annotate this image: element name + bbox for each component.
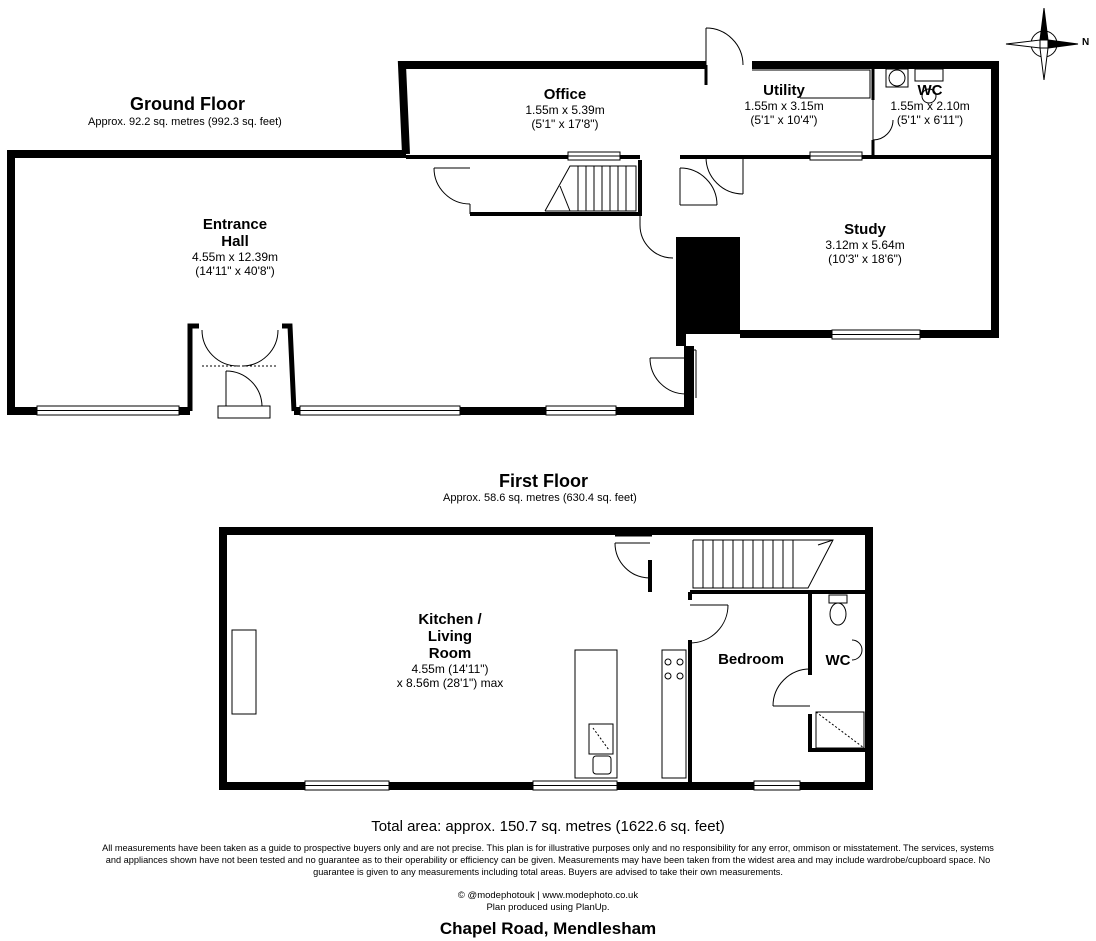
ground-floor-windows [37, 152, 920, 418]
room-dim-metres: 1.55m x 2.10m [890, 99, 970, 113]
ground-floor-area: Approx. 92.2 sq. metres (992.3 sq. feet) [88, 116, 282, 128]
room-entrance-hall [170, 216, 300, 278]
room-study [800, 221, 930, 266]
kitchen-fittings [575, 650, 686, 778]
room-dim-feet: (10'3" x 18'6") [828, 252, 902, 266]
property-address: Chapel Road, Mendlesham [439, 919, 657, 938]
room-name-line2: Hall [221, 233, 249, 250]
compass-icon [1006, 8, 1078, 80]
ground-floor-title: Ground Floor [130, 94, 245, 114]
room-name: Study [844, 221, 886, 238]
first-floor-area: Approx. 58.6 sq. metres (630.4 sq. feet) [443, 492, 637, 504]
room-bedroom: Bedroom [718, 651, 784, 668]
room-dim-metres: 3.12m x 5.64m [825, 238, 905, 252]
room-wc-first: WC [825, 652, 851, 669]
room-dim-feet: (14'11" x 40'8") [195, 264, 275, 278]
credit-line-1: © @modephotouk | www.modephoto.co.uk [457, 890, 639, 901]
room-dim-metres: 4.55m x 12.39m [191, 250, 279, 264]
room-office [500, 86, 630, 131]
room-name-line1: Entrance [202, 216, 268, 233]
compass-north-label: N [1082, 37, 1090, 48]
room-dim-line1: 4.55m (14'11") [411, 662, 489, 676]
room-kitchen-living [375, 611, 525, 690]
room-name-line3: Room [428, 645, 472, 662]
total-area: Total area: approx. 150.7 sq. metres (1622.6 sq. feet) [371, 818, 725, 835]
room-name: Utility [763, 82, 805, 99]
room-dim-feet: (5'1" x 17'8") [531, 117, 599, 131]
ground-floor-stairs [545, 166, 636, 211]
room-dim-feet: (5'1" x 6'11") [896, 113, 964, 127]
room-name: WC [917, 82, 943, 99]
room-dim-metres: 1.55m x 5.39m [525, 103, 605, 117]
first-floor-stairs [693, 540, 833, 588]
room-dim-line2: x 8.56m (28'1") max [396, 676, 504, 690]
disclaimer: All measurements have been taken as a guide to prospective buyers only and are not precise. This plan is for illustrative purposes only and no responsibility for any error, ommison or misstatement. The services, systems and appliances shown have not been tested and no guarantee as to their operability or efficiency can be given. Measurements may have been taken from the widest area and may include wardrobe/cupboard space. No guarantee is given to any measurements including total areas. Buyers are advised to take their own measurements. [102, 843, 994, 877]
room-dim-feet: (5'1" x 10'4") [750, 113, 818, 127]
room-utility [734, 82, 834, 127]
chimney-block-upper [676, 240, 686, 346]
first-floor-inner-walls [650, 560, 869, 786]
room-name-line1: Kitchen / [418, 611, 482, 628]
room-name: Office [543, 86, 587, 103]
first-floor-title: First Floor [499, 471, 588, 491]
first-floor-wc-fixtures [816, 595, 864, 748]
room-name-line2: Living [427, 628, 473, 645]
credit-line-2: Plan produced using PlanUp. [486, 902, 610, 913]
room-wc-ground [884, 82, 976, 127]
room-dim-metres: 1.55m x 3.15m [744, 99, 824, 113]
